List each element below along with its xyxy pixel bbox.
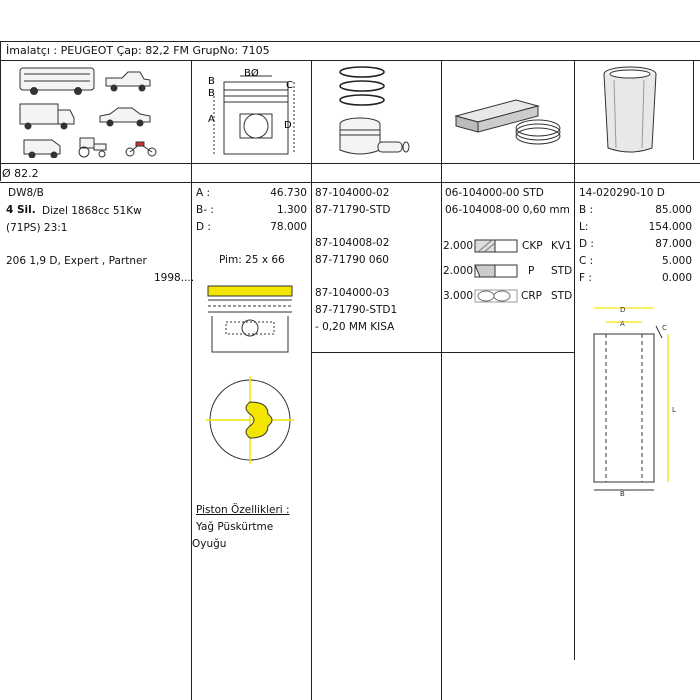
dim-label-d: D [284, 120, 292, 131]
liner-dimension-diagram [582, 302, 682, 498]
ring-set-1: 06-104000-00 STD [445, 187, 544, 199]
liner-diagram-label-l: L [672, 406, 676, 414]
part-number-2b: 87-71790 060 [315, 254, 389, 266]
liner-diagram-label-a: A [620, 320, 625, 328]
piston-pin: Pim: 25 x 66 [219, 254, 285, 266]
top-border [0, 41, 700, 42]
piston-rings-illustration [330, 64, 430, 160]
diameter-label: Ø 82.2 [2, 167, 39, 180]
ring-set-2: 06-104008-00 0,60 mm [445, 204, 570, 216]
liner-value-c: 5.000 [661, 255, 692, 267]
truck-icon [20, 104, 74, 129]
piston-top-diagram [202, 372, 298, 468]
ring-type-2: P [528, 265, 535, 277]
ring-profile-ckp [474, 238, 518, 254]
piston-label-a: A : [196, 187, 211, 199]
ring-width-2: 2.000 [443, 265, 474, 277]
dim-label-b-diameter: BØ [244, 68, 259, 79]
header-divider [0, 60, 700, 61]
engine-models: 206 1,9 D, Expert , Partner [6, 255, 147, 267]
piston-value-d: 78.000 [270, 221, 307, 233]
ring-code-3: STD [551, 290, 573, 302]
part-number-3b: 87-71790-STD1 [315, 304, 398, 316]
dim-label-b: B [208, 76, 215, 87]
engine-spec: Dizel 1868cc 51Kw [42, 205, 142, 217]
engine-cylinders: 4 Sil. [6, 204, 36, 216]
liner-diagram-label-b: B [620, 490, 625, 498]
piston-features-title: Piston Özellikleri : [196, 504, 290, 516]
ring-width-1: 2.000 [443, 240, 474, 252]
ring-type-1: CKP [522, 240, 543, 252]
vehicles-illustration [18, 66, 183, 158]
motorcycle-icon [126, 142, 156, 156]
piston-side-diagram [204, 282, 296, 362]
ring-compressor-illustration [452, 92, 570, 148]
dim-label-c: C [286, 80, 293, 91]
piston-label-d: D : [196, 221, 211, 233]
ring-width-3: 3.000 [443, 290, 474, 302]
col-divider-3 [441, 60, 442, 700]
liner-code: 14-020290-10 D [579, 187, 665, 199]
mid-divider [311, 352, 574, 353]
piston-value-a: 46.730 [270, 187, 307, 199]
liner-label-f: F : [579, 272, 592, 284]
images-bottom-border [0, 163, 700, 164]
liner-diagram-label-c: C [662, 324, 667, 332]
liner-label-b: B : [579, 204, 594, 216]
cylinder-liner-illustration [596, 64, 668, 160]
liner-value-f: 0.000 [661, 272, 692, 284]
tractor-icon [79, 138, 106, 157]
dim-label-b-sub: B [208, 88, 215, 99]
col-divider-1 [191, 60, 192, 700]
liner-value-b: 85.000 [655, 204, 692, 216]
pickup-icon [106, 72, 150, 91]
ring-profile-crp [474, 288, 518, 304]
engine-year: 1998.... [154, 272, 195, 284]
liner-label-l: L: [579, 221, 589, 233]
ring-profile-p [474, 263, 518, 279]
col-divider-2 [311, 60, 312, 700]
header-title: İmalatçı : PEUGEOT Çap: 82,2 FM GrupNo: 7105 [6, 44, 270, 57]
engine-power: (71PS) 23:1 [6, 222, 68, 234]
liner-label-d: D : [579, 238, 594, 250]
piston-value-b: 1.300 [276, 204, 307, 216]
diameter-divider [0, 182, 700, 183]
piston-label-b: B- : [196, 204, 214, 216]
part-number-2a: 87-104008-02 [315, 237, 390, 249]
bus-icon [20, 68, 94, 95]
part-number-1b: 87-71790-STD [315, 204, 391, 216]
part-number-3c: - 0,20 MM KISA [315, 321, 395, 333]
part-number-1a: 87-104000-02 [315, 187, 390, 199]
piston-dimension-diagram [200, 66, 306, 160]
liner-value-l: 154.000 [648, 221, 692, 233]
van-icon [24, 140, 60, 158]
liner-value-d: 87.000 [655, 238, 692, 250]
piston-feature-2: Oyuğu [192, 538, 227, 550]
piston-feature-1: Yağ Püskürtme [196, 521, 274, 533]
col-divider-left-edge [0, 41, 1, 181]
dim-label-a: A [208, 114, 215, 125]
liner-label-c: C : [579, 255, 594, 267]
engine-code: DW8/B [8, 187, 44, 199]
ring-type-3: CRP [521, 290, 542, 302]
ring-code-1: KV1 [551, 240, 572, 252]
ring-code-2: STD [551, 265, 573, 277]
part-number-3a: 87-104000-03 [315, 287, 390, 299]
car-icon [100, 108, 150, 126]
liner-diagram-label-d: D [620, 306, 626, 314]
col-divider-4 [574, 60, 575, 660]
col-divider-5 [693, 60, 694, 160]
